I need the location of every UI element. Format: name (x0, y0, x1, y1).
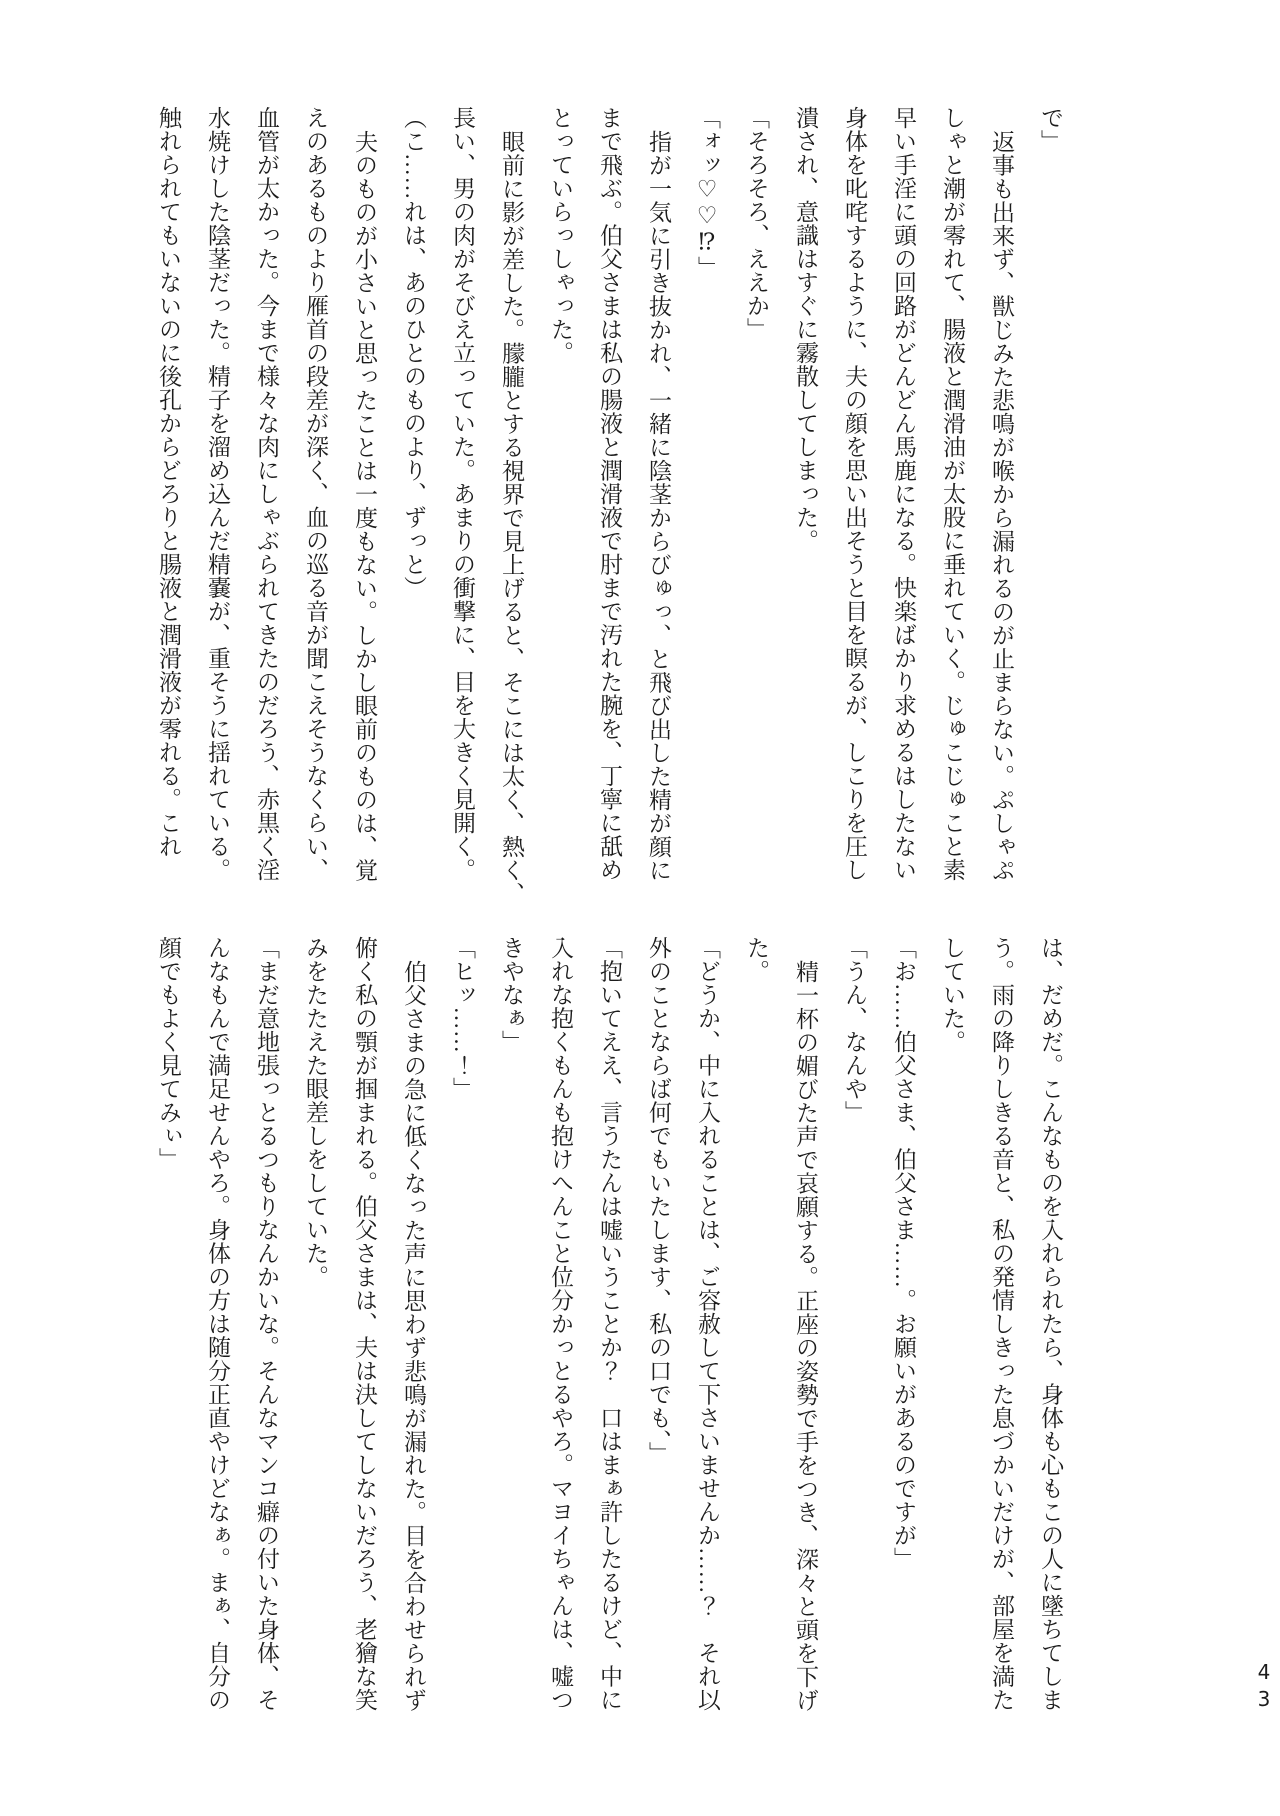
text-line: きやなぁ」 (499, 936, 524, 1054)
text-line: みをたたえた眼差しをしていた。 (303, 936, 328, 1289)
text-line: （こ……れは、あのひとのものより、ずっと） (401, 106, 426, 600)
text-line: 「ォッ♡♡⁉」 (695, 106, 720, 280)
text-line: えのあるものより雁首の段差が深く、血の巡る音が聞こえそうなくらい、 (303, 106, 328, 882)
text-line: 長い、男の肉がそびえ立っていた。あまりの衝撃に、目を大きく見開く。 (450, 106, 475, 882)
text-line: とっていらっしゃった。 (548, 106, 573, 365)
text-line: 身体を叱咤するように、夫の顔を思い出そうと目を瞑るが、しこりを圧し (842, 106, 867, 882)
text-line: た。 (744, 936, 769, 983)
text-line: 「まだ意地張っとるつもりなんかいな。そんなマンコ癖の付いた身体、そ (254, 936, 279, 1712)
text-line: は、だめだ。こんなものを入れられたら、身体も心もこの人に墜ちてしま (1038, 936, 1063, 1712)
text-line: で」 (1038, 106, 1063, 153)
text-line: 「ヒッ……！」 (450, 936, 475, 1101)
text-line: 顔でもよく見てみぃ」 (156, 936, 181, 1171)
text-line: 夫のものが小さいと思ったことは一度もない。しかし眼前のものは、覚 (352, 129, 377, 882)
text-line: しゃと潮が零れて、腸液と潤滑油が太股に垂れていく。じゅこじゅこと素 (940, 106, 965, 882)
text-line: 眼前に影が差した。朦朧とする視界で見上げると、そこには太く、熱く、 (499, 129, 524, 905)
text-line: 伯父さまの急に低くなった声に思わず悲鳴が漏れた。目を合わせられず (401, 959, 426, 1712)
text-line: 外のことならば何でもいたします、私の口でも、」 (646, 936, 671, 1465)
text-line: 俯く私の顎が掴まれる。伯父さまは、夫は決してしないだろう、老獪な笑 (352, 936, 377, 1712)
page-number: 43 (1252, 1660, 1276, 1714)
text-line: まで飛ぶ。伯父さまは私の腸液と潤滑液で肘まで汚れた腕を、丁寧に舐め (597, 106, 622, 882)
text-line: 水焼けした陰茎だった。精子を溜め込んだ精嚢が、重そうに揺れている。 (205, 106, 230, 882)
text-line: んなもんで満足せんやろ。身体の方は随分正直やけどなぁ。まぁ、自分の (205, 936, 230, 1712)
text-line: 「お……伯父さま、伯父さま……。お願いがあるのですが」 (891, 936, 916, 1571)
text-line: 「うん、なんや」 (842, 936, 867, 1124)
text-line: 早い手淫に頭の回路がどんどん馬鹿になる。快楽ばかり求めるはしたない (891, 106, 916, 882)
text-line: していた。 (940, 936, 965, 1054)
text-line: 返事も出来ず、獣じみた悲鳴が喉から漏れるのが止まらない。ぷしゃぷ (989, 129, 1014, 882)
text-line: 「そろそろ、ええか」 (744, 106, 769, 341)
text-line: 「抱いてええ、言うたんは嘘いうことか？ 口はまぁ許したるけど、中に (597, 936, 622, 1712)
text-line: 触れられてもいないのに後孔からどろりと腸液と潤滑液が零れる。これ (156, 106, 181, 858)
text-line: 精一杯の媚びた声で哀願する。正座の姿勢で手をつき、深々と頭を下げ (793, 959, 818, 1712)
text-line: 入れな抱くもんも抱けへんこと位分かっとるやろ。マヨイちゃんは、嘘つ (548, 936, 573, 1712)
upper-text-block (144, 106, 1075, 905)
lower-text-block (144, 936, 1075, 1718)
text-line: 指が一気に引き抜かれ、一緒に陰茎からびゅっ、と飛び出した精が顔に (646, 129, 671, 882)
text-line: 血管が太かった。今まで様々な肉にしゃぶられてきたのだろう、赤黒く淫 (254, 106, 279, 882)
text-line: う。雨の降りしきる音と、私の発情しきった息づかいだけが、部屋を満た (989, 936, 1014, 1712)
text-line: 潰され、意識はすぐに霧散してしまった。 (793, 106, 818, 553)
text-line: 「どうか、中に入れることは、ご容赦して下さいませんか……？ それ以 (695, 936, 720, 1712)
